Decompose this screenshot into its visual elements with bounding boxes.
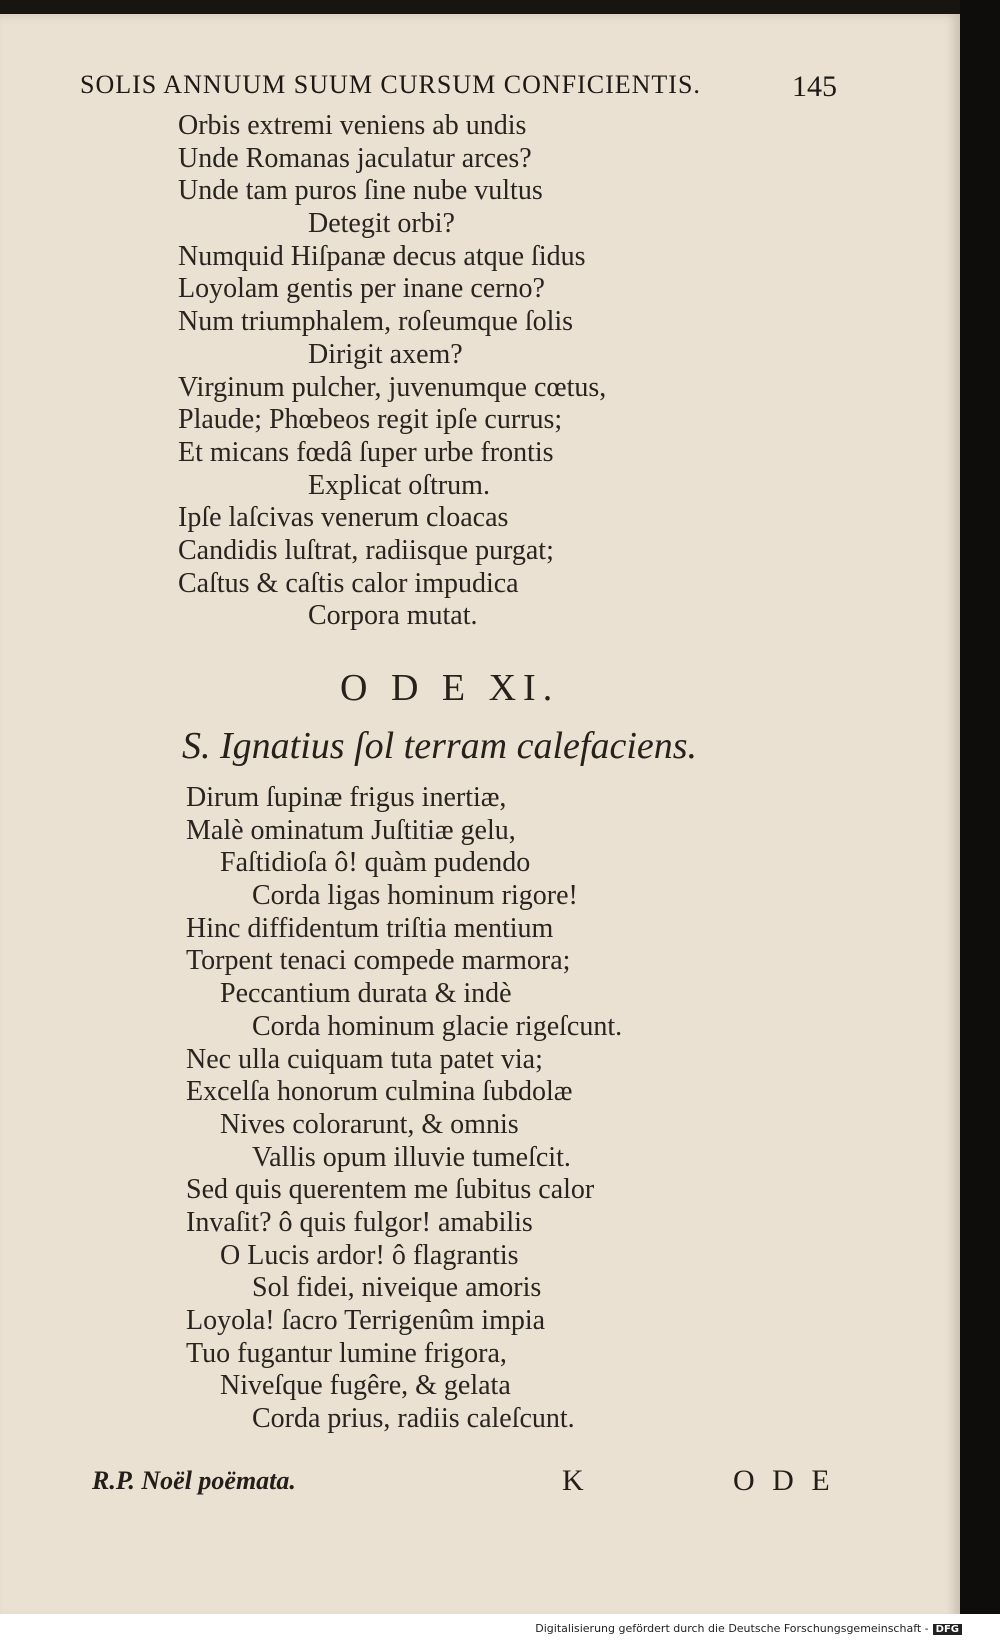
- verse-line: Corda ligas hominum rigore!: [252, 880, 578, 912]
- credit-text: Digitalisierung gefördert durch die Deutsche Forschungsgemeinschaft -: [535, 1622, 929, 1635]
- verse-line: Sed quis querentem me ſubitus calor: [186, 1174, 595, 1206]
- verse-line: Loyolam gentis per inane cerno?: [178, 273, 545, 305]
- digitization-credit: [535, 1622, 962, 1635]
- verse-line: Malè ominatum Juſtitiæ gelu,: [186, 814, 516, 846]
- scan-border: [960, 0, 1000, 1640]
- verse-line: Nec ulla cuiquam tuta patet via;: [186, 1043, 543, 1075]
- dfg-logo-icon: DFG: [933, 1624, 962, 1635]
- verse-line: Orbis extremi veniens ab undis: [178, 110, 527, 141]
- verse-line: Candidis luſtrat, radiisque purgat;: [178, 534, 554, 566]
- verse-line: Unde tam puros ſine nube vultus: [178, 175, 543, 207]
- verse-line: Corda prius, radiis caleſcunt.: [252, 1403, 575, 1435]
- verse-line: O Lucis ardor! ô flagrantis: [220, 1239, 519, 1271]
- ode-subtitle: S. Ignatius ſol terram calefaciens.: [182, 725, 698, 767]
- verse-line: Numquid Hiſpanæ decus atque ſidus: [178, 240, 586, 272]
- page-number: 145: [792, 70, 837, 103]
- verse-line: Torpent tenaci compede marmora;: [186, 945, 571, 977]
- verse-line: Et micans fœdâ ſuper urbe frontis: [178, 436, 554, 468]
- verse-line: Dirigit axem?: [308, 338, 463, 370]
- verse-line: Tuo fugantur lumine frigora,: [186, 1337, 507, 1369]
- verse-line: Faſtidioſa ô! quàm pudendo: [220, 847, 531, 879]
- signature-line: R.P. Noël poëmata.: [92, 1466, 296, 1495]
- verse-line: Plaude; Phœbeos regit ipſe currus;: [178, 404, 563, 436]
- signature-mark: K: [562, 1464, 584, 1497]
- verse-line: Detegit orbi?: [308, 208, 455, 240]
- verse-line: Dirum ſupinæ frigus inertiæ,: [186, 782, 507, 813]
- verse-line: Nives colorarunt, & omnis: [220, 1108, 519, 1140]
- verse-block-top: [178, 110, 606, 633]
- ode-heading: O D E XI.: [340, 667, 560, 709]
- verse-line: Corpora mutat.: [308, 600, 478, 632]
- verse-line: Loyola! ſacro Terrigenûm impia: [186, 1305, 546, 1336]
- verse-line: Niveſque fugêre, & gelata: [220, 1370, 511, 1402]
- verse-line: Num triumphalem, roſeumque ſolis: [178, 306, 574, 338]
- running-title: SOLIS ANNUUM SUUM CURSUM CONFICIENTIS.: [80, 70, 701, 99]
- verse-line: Hinc diffidentum triſtia mentium: [186, 912, 554, 944]
- verse-line: Caſtus & caſtis calor impudica: [178, 567, 519, 599]
- verse-line: Excelſa honorum culmina ſubdolæ: [186, 1076, 573, 1108]
- verse-line: Corda hominum glacie rigeſcunt.: [252, 1010, 623, 1042]
- verse-line: Unde Romanas jaculatur arces?: [178, 142, 532, 174]
- verse-line: Vallis opum illuvie tumeſcit.: [252, 1141, 571, 1173]
- catchword: O D E: [733, 1464, 835, 1497]
- verse-line: Sol fidei, niveique amoris: [252, 1272, 542, 1304]
- verse-line: Ipſe laſcivas venerum cloacas: [178, 502, 509, 534]
- book-page: [0, 14, 960, 1620]
- verse-line: Virginum pulcher, juvenumque cœtus,: [178, 371, 607, 403]
- verse-line: Peccantium durata & indè: [220, 978, 512, 1010]
- verse-line: Explicat oſtrum.: [308, 469, 490, 501]
- verse-line: Invaſit? ô quis fulgor! amabilis: [186, 1206, 533, 1238]
- verse-block-ode: [186, 782, 622, 1436]
